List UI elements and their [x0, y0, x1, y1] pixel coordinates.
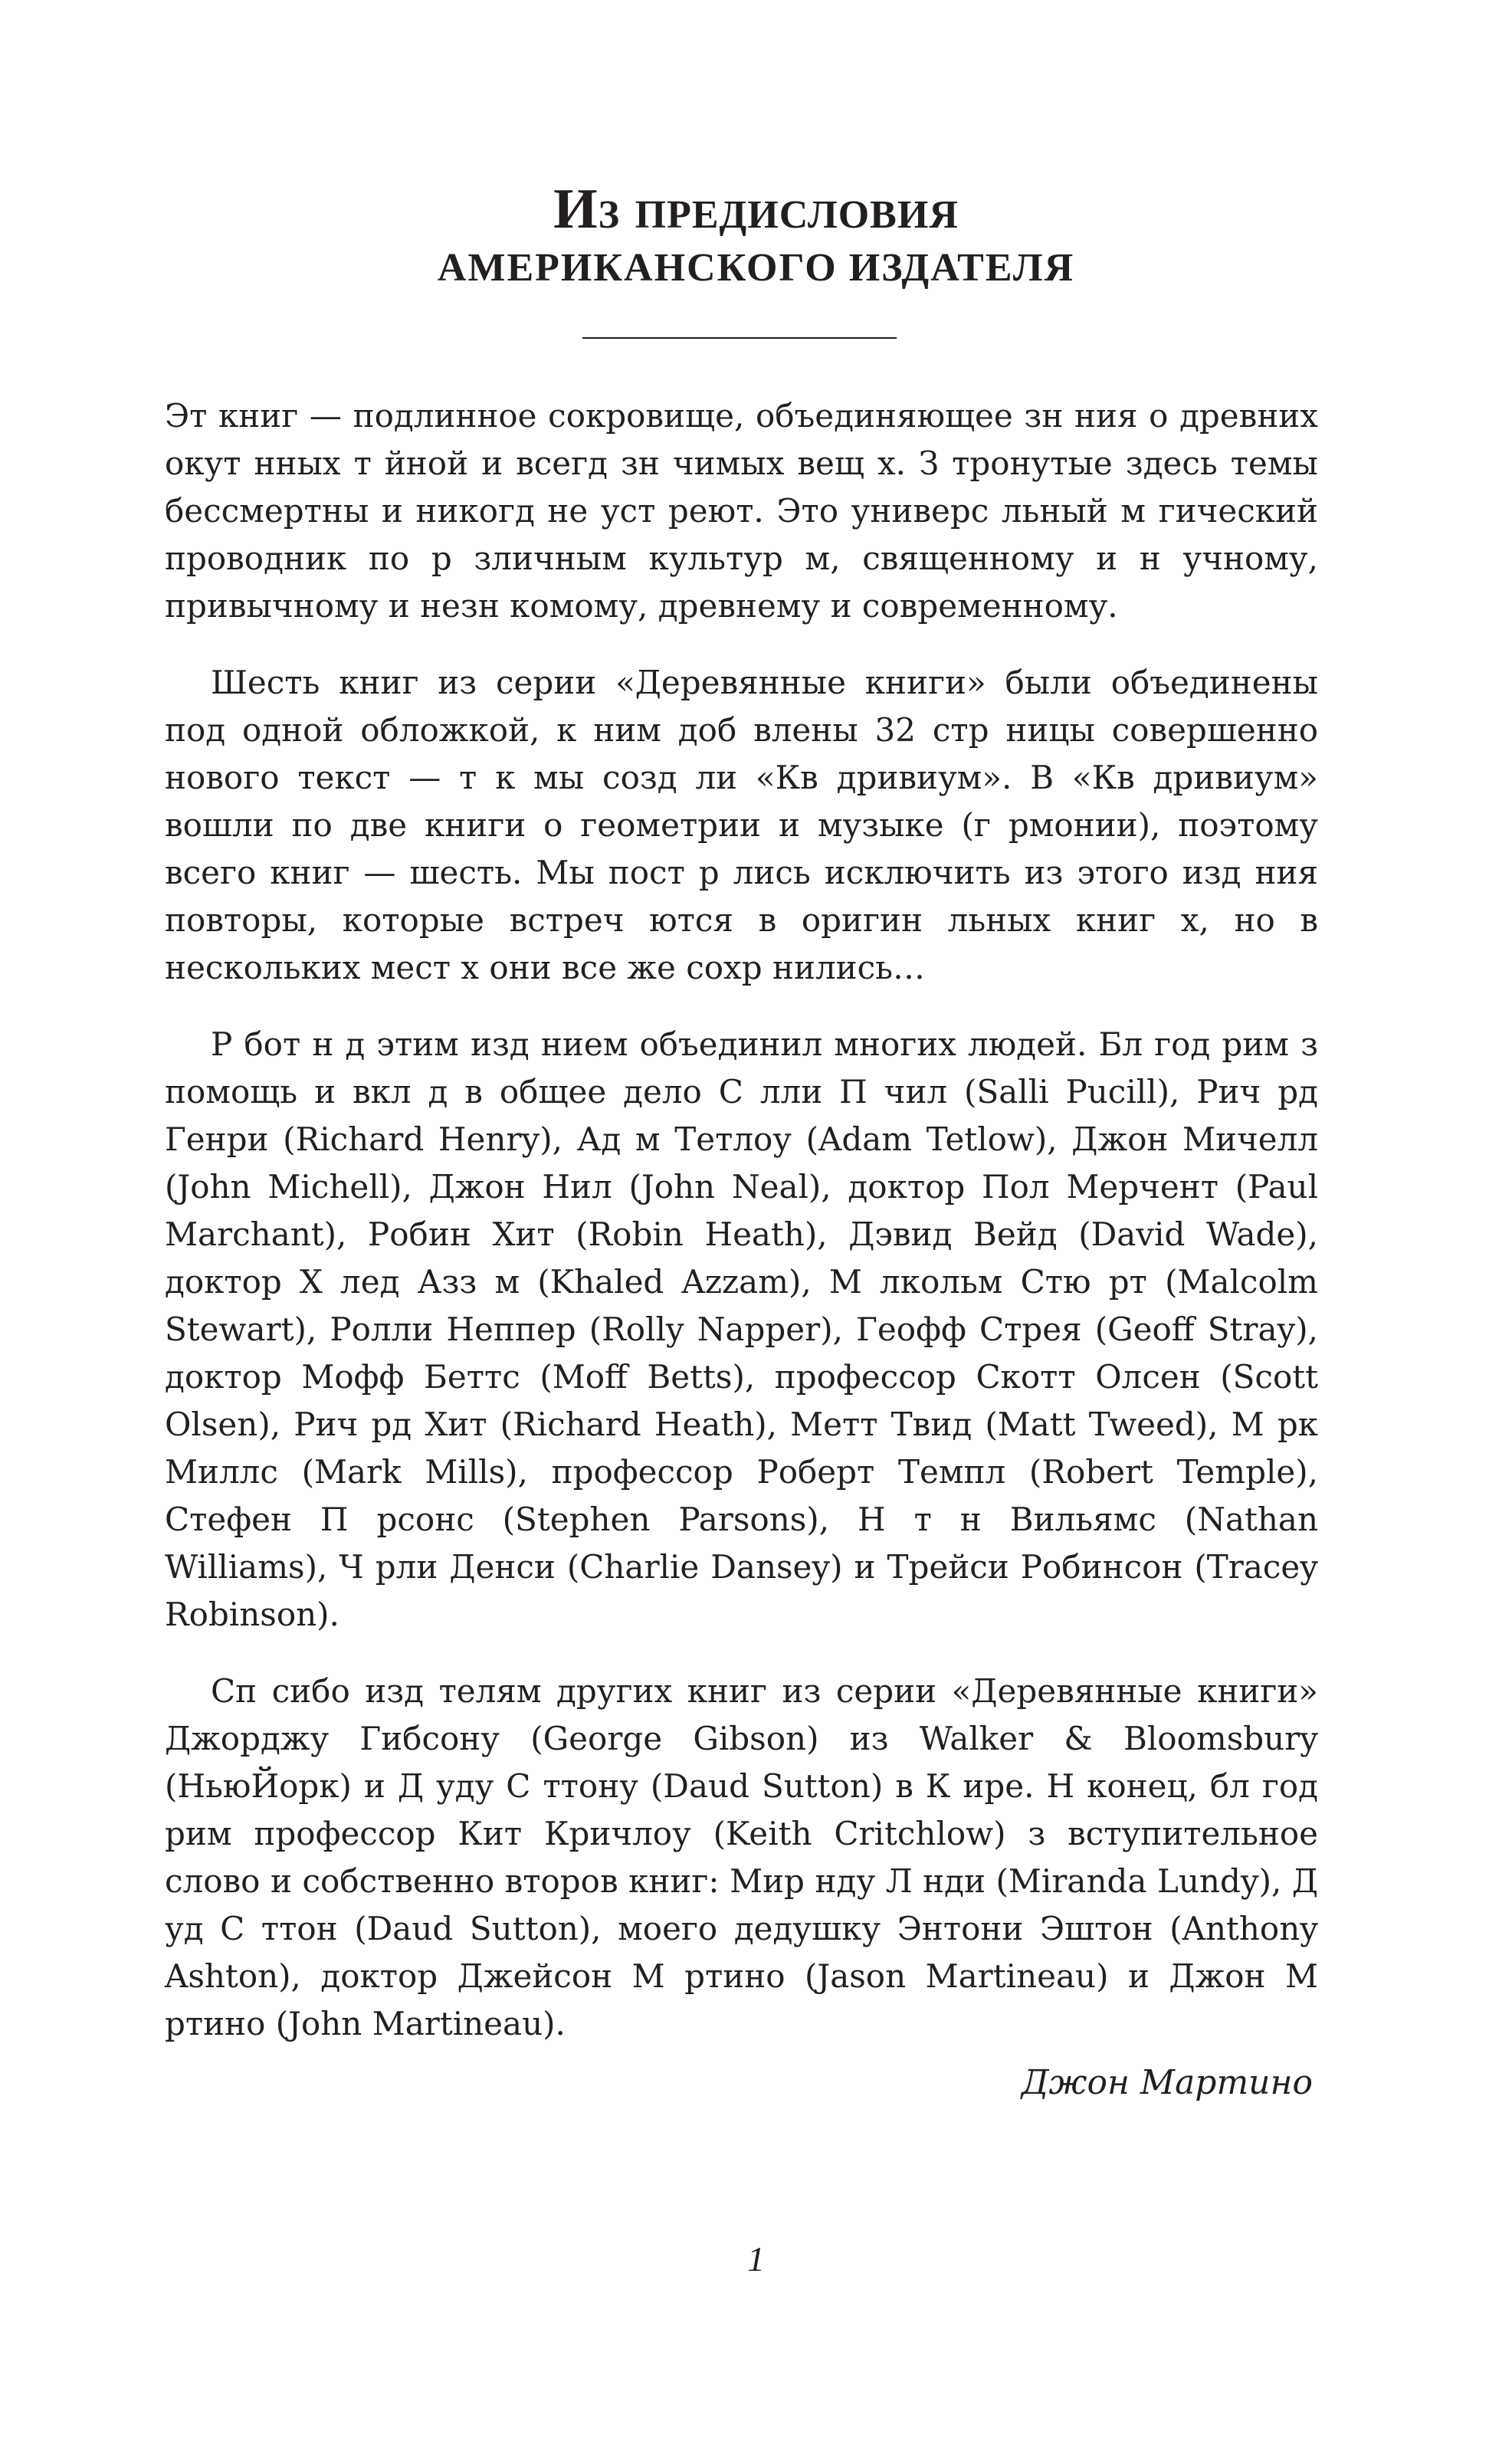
paragraph-2: Шесть книг из серии «Деревянные книги» были объединены под одной обложкой, к ним доб влены 32 стр ницы совершенно нового текст — т к мы созд ли «Кв дривиум». В «Кв дривиум» вошли по две книги о геометрии и музыке (г рмонии), поэтому всего книг — шесть. Мы пост р лись исключить из этого изд ния повторы, которые встреч ются в оригин льных книг х, но в нескольких мест х они все же сохр нились…: [165, 664, 1318, 986]
page-subtitle: АМЕРИКАНСКОГО ИЗДАТЕЛЯ: [437, 246, 1075, 290]
paragraph-3: Р бот н д этим изд нием объединил многих людей. Бл год рим з помощь и вкл д в общее дело С лли П чил (Salli Pucill), Рич рд Генри (Richard Henry), Ад м Тетлоу (Adam Tetlow), Джон Мичелл (John Michell), Джон Нил (John Neal), доктор Пол Мерчент (Paul Marchant), Робин Хит (Robin Heath), Дэвид Вейд (David Wade), доктор Х лед Азз м (Khaled Azzam), М лкольм Стю рт (Malcolm Stewart), Ролли Неппер (Rolly Napper), Геофф Стрея (Geoff Stray), доктор Мофф Беттс (Moff Betts), профессор Скотт Олсен (Scott Olsen), Рич рд Хит (Richard Heath), Метт Твид (Matt Tweed), М рк Миллс (Mark Mills), профессор Роберт Темпл (Robert Temple), Стефен П рсонс (Stephen Parsons), Н т н Вильямс (Nathan Williams), Ч рли Денси (Charlie Dansey) и Трейси Робинсон (Tracey Robinson).: [165, 1025, 1318, 1633]
title-divider: [582, 337, 897, 339]
page-title: Из предисловия: [553, 178, 959, 241]
paragraph-1: Эт книг — подлинное сокровище, объединяющее зн ния о древних окут нных т йной и всегд зн чимых вещ х. З тронутые здесь темы бессмертны и никогд не уст реют. Это универс льный м гический проводник по р зличным культур м, священному и н учному, привычному и незн комому, древнему и современному.: [165, 397, 1318, 625]
paragraph-4: Сп сибо изд телям других книг из серии «Деревянные книги» Джорджу Гибсону (George Gibson) из Walker & Bloomsbury (НьюЙорк) и Д уду С ттону (Daud Sutton) в К ире. Н конец, бл год рим профессор Кит Кричлоу (Keith Critchlow) з вступительное слово и собственно второв книг: Мир нду Л нди (Miranda Lundy), Д уд С ттон (Daud Sutton), моего дедушку Энтони Эштон (Anthony Ashton), доктор Джейсон М ртино (Jason Martineau) и Джон М ртино (John Martineau).: [165, 1672, 1318, 2042]
preface-body: [165, 392, 1318, 2077]
author-signature: Джон Мартино: [1021, 2063, 1313, 2102]
page-number: 1: [747, 2239, 765, 2278]
